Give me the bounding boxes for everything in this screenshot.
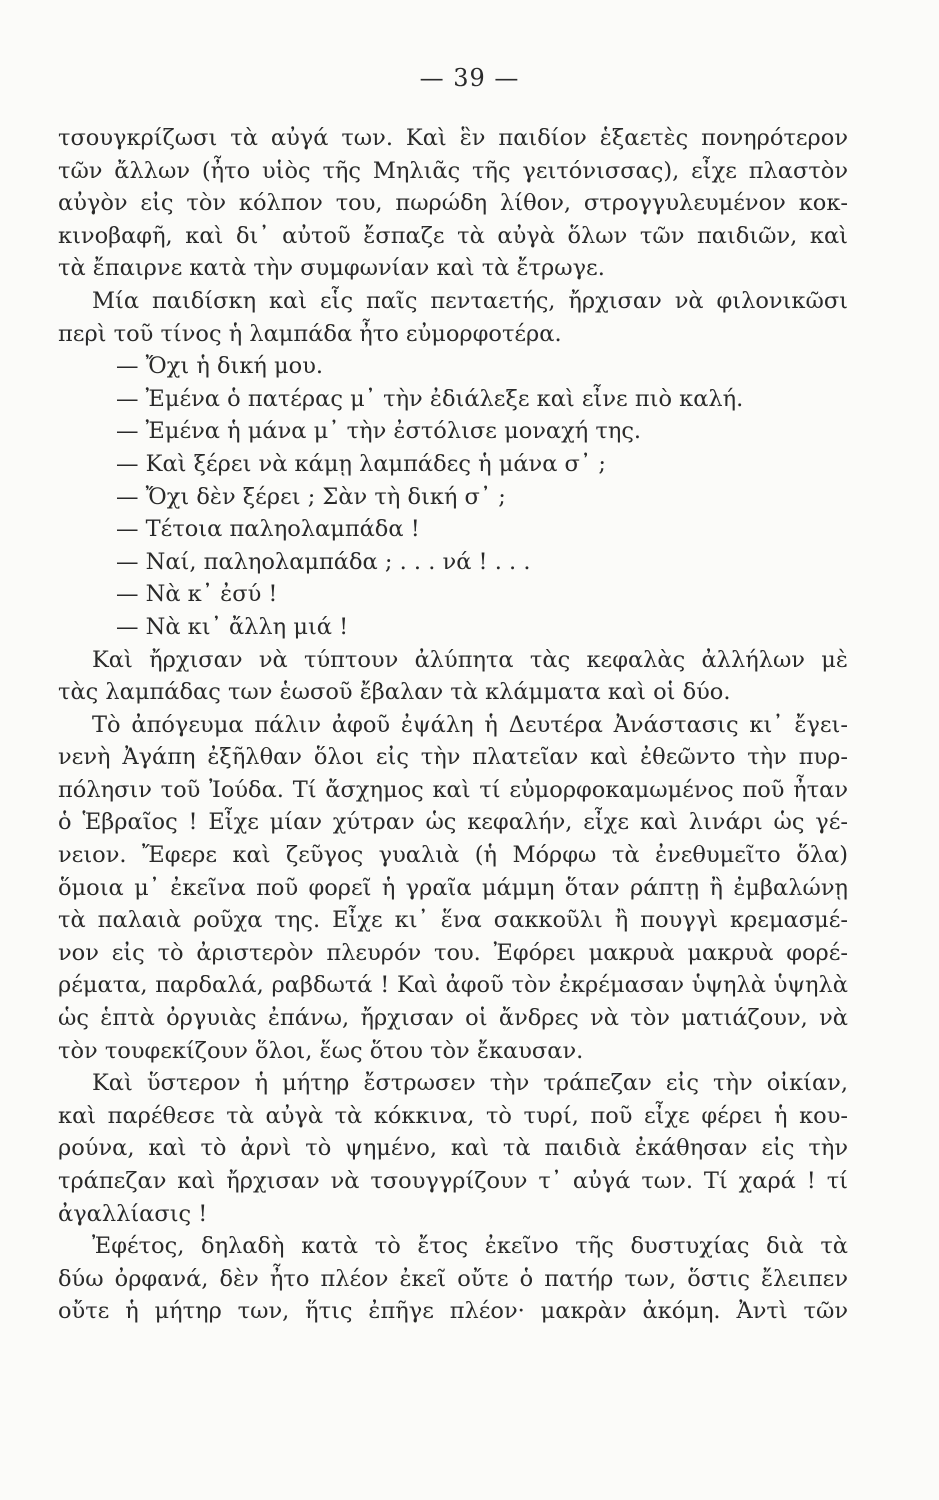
- text-line: ἀγαλλίασις !: [58, 1200, 208, 1227]
- text-line: τράπεζαν καὶ ἤρχισαν νὰ τσουγγρίζουν τ᾿ αὐγά των. Τί χαρά ! τί: [58, 1168, 848, 1194]
- text-line: τὰς λαμπάδας των ἑωσοῦ ἔβαλαν τὰ κλάμματα καὶ οἱ δύο.: [58, 679, 731, 706]
- text-line: ὅμοια μ᾿ ἐκεῖνα ποῦ φορεῖ ἡ γραῖα μάμμη ὅταν ράπτῃ ἢ ἐμβαλώνῃ: [58, 874, 848, 901]
- text-line: — Τέτοια παληολαμπάδα !: [116, 516, 420, 543]
- text-line: καὶ παρέθεσε τὰ αὐγὰ τὰ κόκκινα, τὸ τυρί, ποῦ εἶχε φέρει ἡ κου-: [58, 1102, 848, 1129]
- text-line: — Ἐμένα ἡ μάνα μ᾿ τὴν ἐστόλισε μοναχή της.: [116, 418, 642, 445]
- text-line: πόλησιν τοῦ Ἰούδα. Τί ἄσχημος καὶ τί εὐμορφοκαμωμένος ποῦ ἦταν: [58, 776, 848, 803]
- text-line: δύω ὀρφανά, δὲν ἦτο πλέον ἐκεῖ οὔτε ὁ πατήρ των, ὅστις ἔλειπεν: [58, 1265, 848, 1292]
- text-line: Μία παιδίσκη καὶ εἷς παῖς πενταετής, ἤρχισαν νὰ φιλονικῶσι: [92, 287, 848, 314]
- text-line: Καὶ ὕστερον ἡ μήτηρ ἔστρωσεν τὴν τράπεζαν εἰς τὴν οἰκίαν,: [92, 1070, 848, 1097]
- text-line: κινοβαφῆ, καὶ δι᾿ αὐτοῦ ἔσπαζε τὰ αὐγὰ ὅλων τῶν παιδιῶν, καὶ: [58, 222, 848, 249]
- text-line: τὰ παλαιὰ ροῦχα της. Εἶχε κι᾿ ἕνα σακκοῦλι ἢ πουγγὶ κρεμασμέ-: [58, 907, 848, 934]
- text-line: ρέματα, παρδαλά, ραβδωτά ! Καὶ ἀφοῦ τὸν ἐκρέμασαν ὑψηλὰ ὑψηλὰ: [58, 972, 848, 999]
- text-line: νειον. Ἔφερε καὶ ζεῦγος γυαλιὰ (ἡ Μόρφω τὰ ἐνεθυμεῖτο ὅλα): [58, 842, 848, 869]
- text-line: — Νὰ κι᾿ ἄλλη μιά !: [116, 613, 349, 640]
- text-line: — Νὰ κ᾿ ἐσύ !: [116, 581, 278, 608]
- text-line: τὰ ἔπαιρνε κατὰ τὴν συμφωνίαν καὶ τὰ ἔτρωγε.: [58, 255, 605, 282]
- text-line: νον εἰς τὸ ἀριστερὸν πλευρόν του. Ἐφόρει μακρυὰ μακρυὰ φορέ-: [58, 939, 848, 966]
- page-number: — 39 —: [419, 64, 520, 92]
- text-line: — Ὄχι δὲν ξέρει ; Σὰν τὴ δική σ᾿ ;: [116, 483, 506, 510]
- text-line: τσουγκρίζωσι τὰ αὐγά των. Καὶ ἓν παιδίον ἑξαετὲς πονηρότερον: [58, 125, 848, 151]
- text-line: νενὴ Ἀγάπη ἐξῆλθαν ὅλοι εἰς τὴν πλατεῖαν καὶ ἐθεῶντο τὴν πυρ-: [58, 744, 848, 771]
- text-line: — Καὶ ξέρει νὰ κάμῃ λαμπάδες ἡ μάνα σ᾿ ;: [116, 450, 606, 477]
- text-line: ὁ Ἑβραῖος ! Εἶχε μίαν χύτραν ὡς κεφαλήν, εἶχε καὶ λινάρι ὡς γέ-: [58, 809, 848, 836]
- text-line: οὔτε ἡ μήτηρ των, ἥτις ἐπῆγε πλέον· μακρὰν ἀκόμη. Ἀντὶ τῶν: [58, 1298, 848, 1325]
- text-line: τὸν τουφεκίζουν ὅλοι, ἕως ὅτου τὸν ἔκαυσαν.: [58, 1037, 584, 1064]
- text-line: περὶ τοῦ τίνος ἡ λαμπάδα ἦτο εὐμορφοτέρα.: [58, 320, 562, 347]
- text-line: ρούνα, καὶ τὸ ἀρνὶ τὸ ψημένο, καὶ τὰ παιδιὰ ἐκάθησαν εἰς τὴν: [58, 1135, 848, 1162]
- body-text: [58, 122, 848, 1328]
- text-line: Ἐφέτος, δηλαδὴ κατὰ τὸ ἔτος ἐκεῖνο τῆς δυστυχίας διὰ τὰ: [92, 1233, 848, 1260]
- text-line: αὐγὸν εἰς τὸν κόλπον του, πωρώδη λίθον, στρογγυλευμένον κοκ-: [58, 190, 848, 217]
- text-line: — Ἐμένα ὁ πατέρας μ᾿ τὴν ἐδιάλεξε καὶ εἶνε πιὸ καλή.: [116, 385, 744, 412]
- text-line: — Ναί, παληολαμπάδα ; . . . νά ! . . .: [116, 548, 531, 575]
- text-line: Καὶ ἤρχισαν νὰ τύπτουν ἀλύπητα τὰς κεφαλὰς ἀλλήλων μὲ: [92, 646, 848, 673]
- text-line: — Ὄχι ἡ δική μου.: [116, 353, 324, 380]
- text-line: Τὸ ἀπόγευμα πάλιν ἀφοῦ ἐψάλη ἡ Δευτέρα Ἀνάστασις κι᾿ ἔγει-: [92, 711, 848, 738]
- text-line: ὡς ἑπτὰ ὀργυιὰς ἐπάνω, ἤρχισαν οἱ ἄνδρες νὰ τὸν ματιάζουν, νὰ: [58, 1005, 848, 1032]
- text-line: τῶν ἄλλων (ἦτο υἱὸς τῆς Μηλιᾶς τῆς γειτόνισσας), εἶχε πλαστὸν: [58, 157, 848, 184]
